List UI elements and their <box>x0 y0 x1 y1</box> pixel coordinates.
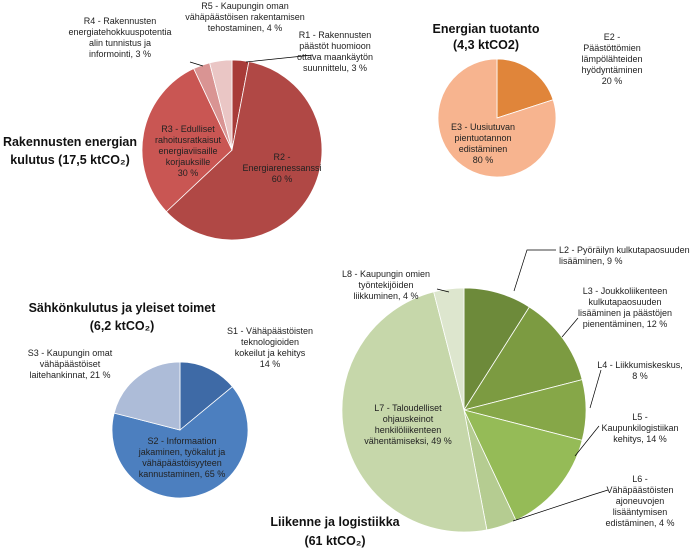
pie-1-slice-label-1: R1 - Rakennusten päästöt huomioon ottava maankäytön suunnittelu, 3 % <box>296 30 374 73</box>
pie-1-slice-label-2: R2 -Energiarenessanssi 60 % <box>242 152 322 184</box>
pie-2-slice-label-2: E3 - Uusiutuvan pientuotannon edistäminen 80 % <box>450 122 516 165</box>
pie-4-slice-label-4: L5 -Kaupunkilogistiikan kehitys, 14 % <box>601 412 679 444</box>
pie-1-slice-label-4: R4 - Rakennusten energiatehokkuuspotentia alin tunnistus ja informointi, 3 % <box>68 16 172 59</box>
pie-2-title: Energian tuotanto (4,3 ktCO2) <box>432 22 540 52</box>
pie-4-slice-label-1: L2 - Pyöräilyn kulkutapaosuuden lisääminen, 9 % <box>559 245 690 266</box>
pie-4-slice-label-6: L7 - Taloudelliset ohjauskeinot henkilöliikenteen vähentämiseksi, 49 % <box>364 403 452 446</box>
pie-4-leader-2 <box>562 318 578 337</box>
pie-1-slice-label-3: R3 - Edulliset rahoitusratkaisut energiaviisaille korjauksille 30 % <box>154 124 222 178</box>
pie-3-title: Sähkönkulutus ja yleiset toimet (6,2 ktCO₂) <box>28 301 216 333</box>
pie-4-leader-3 <box>590 370 601 408</box>
pie-4-title: Liikenne ja logistiikka (61 ktCO₂) <box>270 515 400 548</box>
pie-3-slice-label-2: S2 - Informaation jakaminen, työkalut ja vähäpäästöisyyteen kannustaminen, 65 % <box>138 436 226 479</box>
pie-3-slice-label-3: S3 - Kaupungin omat vähäpäästöiset laitehankinnat, 21 % <box>27 348 113 380</box>
pie-4-slice-label-3: L4 - Liikkumiskeskus, 8 % <box>597 360 683 381</box>
pie-2-slice-label-1: E2 -Päästöttömien lämpölähteiden hyödyntäminen 20 % <box>581 32 643 86</box>
pie-1-title: Rakennusten energian kulutus (17,5 ktCO₂) <box>2 135 138 167</box>
pie-1-leader-4 <box>190 62 203 66</box>
pie-4-slice-label-5: L6 -Vähäpäästöisten ajoneuvojen lisääntymisen edistäminen, 4 % <box>605 474 675 528</box>
pie-4-slice-label-7: L8 - Kaupungin omien työntekijöiden liikkuminen, 4 % <box>341 269 431 301</box>
pie-4-slice-label-2: L3 - Joukkoliikenteen kulkutapaosuuden lisääminen ja päästöjen pienentäminen, 12 % <box>577 286 673 329</box>
pie-3-slice-label-1: S1 - Vähäpäästöisten teknologioiden kokeilut ja kehitys 14 % <box>226 326 314 369</box>
pie-1-slice-label-5: R5 - Kaupungin oman vähäpäästöisen rakentamisen tehostaminen, 4 % <box>185 1 305 33</box>
pie-4-leader-1 <box>514 250 556 291</box>
